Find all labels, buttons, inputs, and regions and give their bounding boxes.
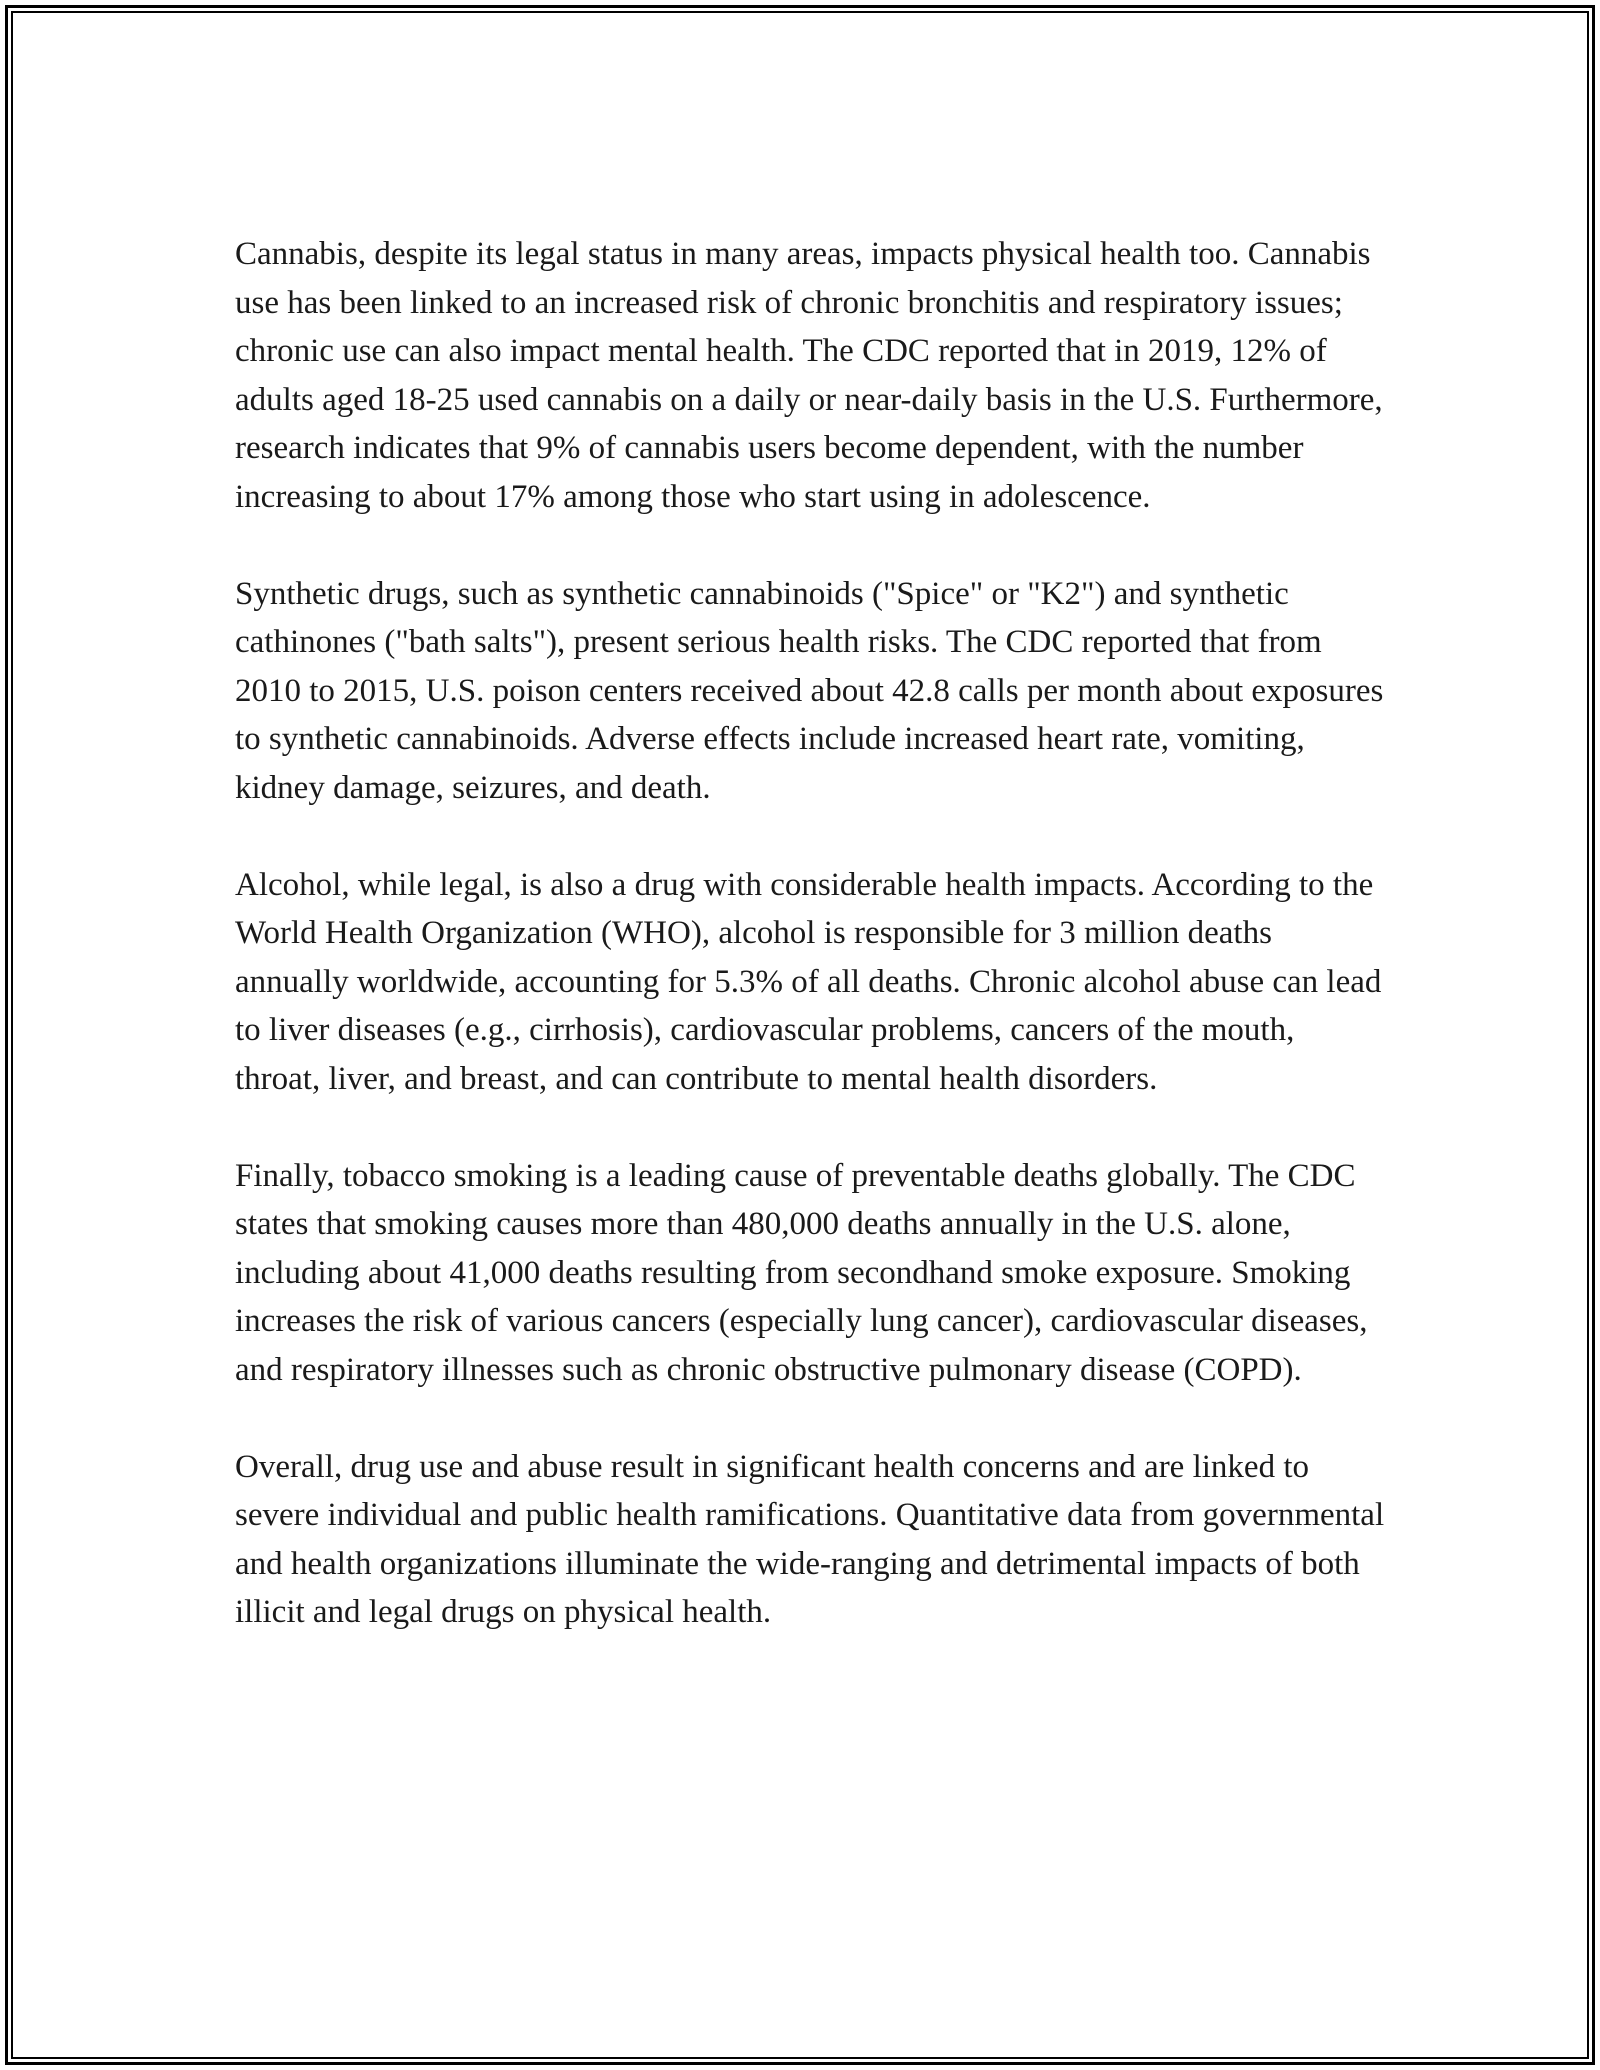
paragraph-synthetic-drugs: Synthetic drugs, such as synthetic cannabinoids ("Spice" or "K2") and synthetic cathinones ("bath salts"), present serious health risks. The CDC reported that from 2010 to 2015, U.S. poison centers received about 42.8 calls per month about exposures to synthetic cannabinoids. Adverse effects include increased heart rate, vomiting, kidney damage, seizures, and death. (235, 575, 1384, 806)
paragraph-conclusion: Overall, drug use and abuse result in significant health concerns and are linked to severe individual and public health ramifications. Quantitative data from governmental and health organizations illuminate the wide-ranging and detrimental impacts of both illicit and legal drugs on physical health. (235, 1448, 1385, 1630)
paragraph-alcohol: Alcohol, while legal, is also a drug with considerable health impacts. According to the World Health Organization (WHO), alcohol is responsible for 3 million deaths annually worldwide, accounting for 5.3% of all deaths. Chronic alcohol abuse can lead to liver diseases (e.g., cirrhosis), cardiovascular problems, cancers of the mouth, throat, liver, and breast, and can contribute to mental health disorders. (235, 866, 1382, 1097)
paragraph-tobacco: Finally, tobacco smoking is a leading cause of preventable deaths globally. The CDC states that smoking causes more than 480,000 deaths annually in the U.S. alone, including about 41,000 deaths resulting from secondhand smoke exposure. Smoking increases the risk of various cancers (especially lung cancer), cardiovascular diseases, and respiratory illnesses such as chronic obstructive pulmonary disease (COPD). (235, 1157, 1368, 1388)
paragraph-cannabis: Cannabis, despite its legal status in many areas, impacts physical health too. Cannabis use has been linked to an increased risk of chronic bronchitis and respiratory issues; chronic use can also impact mental health. The CDC reported that in 2019, 12% of adults aged 18-25 used cannabis on a daily or near-daily basis in the U.S. Furthermore, research indicates that 9% of cannabis users become dependent, with the number increasing to about 17% among those who start using in adolescence. (235, 236, 1383, 515)
document-body (235, 230, 1385, 1685)
